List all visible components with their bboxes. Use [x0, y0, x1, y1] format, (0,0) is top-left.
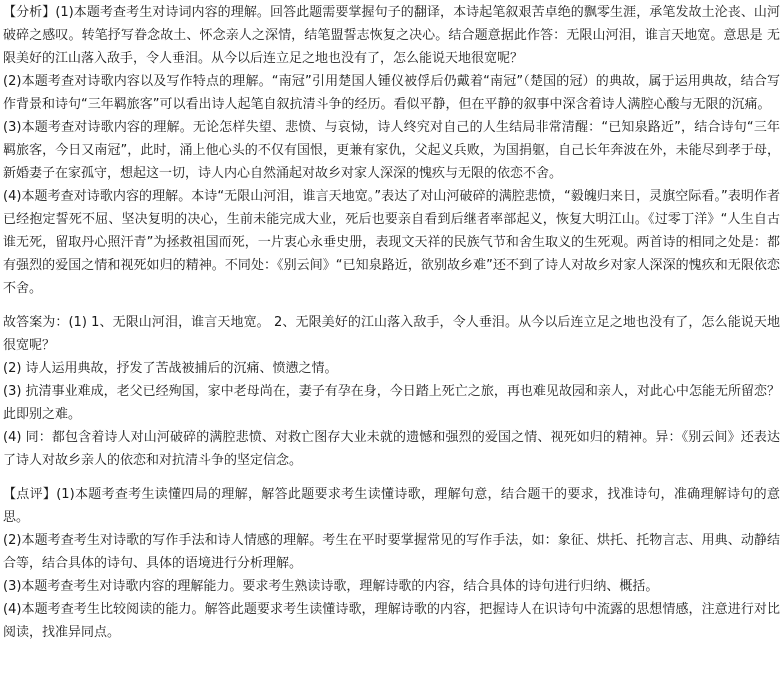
comment-paragraph-3: (3)本题考查考生对诗歌内容的理解能力。要求考生熟读诗歌，理解诗歌的内容，结合具体的诗句进行归纳、概括。: [3, 579, 659, 594]
analysis-paragraph-3: (3)本题考查对诗歌内容的理解。无论怎样失望、悲愤、与哀恸，诗人终究对自己的人生结局非常清醒：“已知泉路近”，结合诗句“三年羁旅客，今日又南冠”，此时，涌上他心头的不仅有国恨，更兼有家仇，父起义兵败，为国捐躯，自己长年奔波在外，未能尽到孝于母，新婚妻子在家孤守，想起这一切，诗人内心自然涌起对故乡对家人深深的愧疚与无限的依恋不舍。: [3, 120, 780, 181]
analysis-section: [3, 1, 780, 300]
section-spacer: [3, 300, 780, 311]
section-spacer: [3, 472, 780, 483]
comment-section: [3, 483, 780, 644]
answer-paragraph-3: (3) 抗清事业难成，老父已经殉国，家中老母尚在，妻子有孕在身，今日踏上死亡之旅，再也难见故园和亲人，对此心中怎能无所留恋？此即别之难。: [3, 384, 780, 422]
comment-paragraph-1: 【点评】(1)本题考查考生读懂四局的理解，解答此题要求考生读懂诗歌，理解句意，结合题干的要求，找准诗句，准确理解诗句的意思。: [3, 487, 780, 525]
comment-paragraph-4: (4)本题考查考生比较阅读的能力。解答此题要求考生读懂诗歌，理解诗歌的内容，把握诗人在识诗句中流露的思想情感，注意进行对比阅读，找准异同点。: [3, 602, 780, 640]
analysis-paragraph-2: (2)本题考查对诗歌内容以及写作特点的理解。“南冠”引用楚国人锺仪被俘后仍戴着“南冠”（楚国的冠）的典故，属于运用典故，结合写作背景和诗句“三年羁旅客”可以看出诗人起笔自叙抗清斗争的经历。看似平静，但在平静的叙事中深含着诗人满腔心酸与无限的沉痛。: [3, 74, 780, 112]
comment-paragraph-2: (2)本题考查考生对诗歌的写作手法和诗人情感的理解。考生在平时要掌握常见的写作手法，如：象征、烘托、托物言志、用典、动静结合等，结合具体的诗句、具体的语境进行分析理解。: [3, 533, 780, 571]
answer-paragraph-1: 故答案为：(1) 1、无限山河泪，谁言天地宽。 2、无限美好的江山落入敌手，令人垂泪。从今以后连立足之地也没有了，怎么能说天地很宽呢？: [3, 315, 780, 353]
answer-section: [3, 311, 780, 472]
analysis-paragraph-4: (4)本题考查对诗歌内容的理解。本诗“无限山河泪，谁言天地宽。”表达了对山河破碎的满腔悲愤，“毅魄归来日，灵旗空际看。”表明作者已经抱定誓死不屈、坚决复明的决心，生前未能完成大业，死后也要亲自看到后继者率部起义，恢复大明江山。《过零丁洋》“人生自古谁无死，留取丹心照汗青”为拯救祖国而死，一片衷心永垂史册，表现文天祥的民族气节和舍生取义的生死观。两首诗的相同之处是：都有强烈的爱国之情和视死如归的精神。不同处：《别云间》“已知泉路近，欲别故乡难”还不到了诗人对故乡对家人深深的愧疚和无限依恋不舍。: [3, 189, 780, 296]
answer-paragraph-4: (4) 同：都包含着诗人对山河破碎的满腔悲愤、对救亡图存大业未就的遗憾和强烈的爱国之情、视死如归的精神。异：《别云间》还表达了诗人对故乡亲人的依恋和对抗清斗争的坚定信念。: [3, 430, 780, 468]
answer-paragraph-2: (2) 诗人运用典故，抒发了苦战被捕后的沉痛、愤懑之情。: [3, 361, 338, 376]
analysis-paragraph-1: 【分析】(1)本题考查考生对诗词内容的理解。回答此题需要掌握句子的翻译，本诗起笔叙艰苦卓绝的飘零生涯，承笔发故土沦丧、山河破碎之感叹。转笔抒写眷念故土、怀念亲人之深情，结笔盟誓志恢复之决心。结合题意据此作答：无限山河泪，谁言天地宽。意思是 无限美好的江山落入敌手，令人垂泪。从今以后连立足之地也没有了，怎么能说天地很宽呢？: [3, 5, 780, 66]
